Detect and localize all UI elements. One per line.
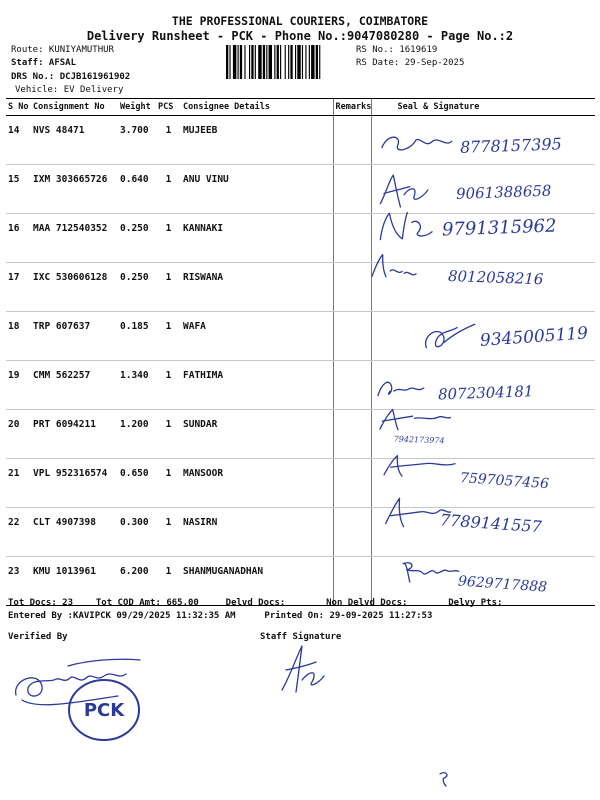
cell-consignment: IXM 303665726 xyxy=(31,165,118,214)
signature-phone-number: 8072304181 xyxy=(437,382,534,404)
barcode-bar xyxy=(238,45,239,79)
barcode-bar xyxy=(280,45,281,79)
barcode-bar xyxy=(226,45,228,79)
runsheet-subtitle: Delivery Runsheet - PCK - Phone No.:9047080280 - Page No.:2 xyxy=(86,29,514,43)
cell-pcs: 1 xyxy=(156,361,181,410)
cell-consignee: MANSOOR xyxy=(181,459,333,508)
handwritten-signature xyxy=(380,456,595,502)
signature-scribble xyxy=(379,212,432,240)
cell-weight: 1.340 xyxy=(118,361,156,410)
barcode-bar xyxy=(249,45,250,79)
cell-sno: 21 xyxy=(6,459,31,508)
totals-line xyxy=(8,598,502,608)
handwritten-signature xyxy=(380,124,590,170)
signature-scribble xyxy=(382,135,452,150)
handwritten-signature xyxy=(368,254,588,300)
cell-consignee: ANU VINU xyxy=(181,165,333,214)
cell-pcs: 1 xyxy=(156,116,181,165)
page-mark xyxy=(436,768,456,788)
signature-scribble xyxy=(380,409,451,431)
col-seal-signature: Seal & Signature xyxy=(371,99,595,116)
cell-consignment: TRP 607637 xyxy=(31,312,118,361)
handwritten-signature xyxy=(374,408,554,454)
barcode-bar xyxy=(302,45,303,79)
non-delvd-docs: Non Delvd Docs: xyxy=(326,598,408,608)
cell-weight: 0.250 xyxy=(118,214,156,263)
cell-remarks xyxy=(333,459,371,508)
vehicle-label: Vehicle: EV Delivery xyxy=(15,85,124,95)
cell-remarks xyxy=(333,214,371,263)
barcode-bar xyxy=(316,45,318,79)
printed-on: Printed On: 29-09-2025 11:27:53 xyxy=(264,611,433,621)
cell-remarks xyxy=(333,312,371,361)
signature-scribble xyxy=(384,455,455,480)
barcode-bar xyxy=(295,45,296,79)
barcode-image xyxy=(226,45,352,79)
cell-weight: 0.250 xyxy=(118,263,156,312)
signature-scribble xyxy=(378,381,424,396)
cell-sno: 15 xyxy=(6,165,31,214)
cell-pcs: 1 xyxy=(156,214,181,263)
cell-weight: 1.200 xyxy=(118,410,156,459)
cell-pcs: 1 xyxy=(156,312,181,361)
signature-phone-number: 8778157395 xyxy=(459,134,563,157)
tot-docs: Tot Docs: 23 xyxy=(8,598,74,608)
staff-label: Staff: AFSAL xyxy=(11,58,77,68)
cell-remarks xyxy=(333,361,371,410)
col-weight: Weight xyxy=(118,99,156,116)
cell-consignment: CLT 4907398 xyxy=(31,508,118,557)
delvy-pts: Delvy Pts: xyxy=(448,598,503,608)
cell-weight: 0.650 xyxy=(118,459,156,508)
cell-consignee: WAFA xyxy=(181,312,333,361)
entry-line xyxy=(8,611,432,621)
signature-phone-number: 7789141557 xyxy=(439,510,543,537)
cell-sno: 16 xyxy=(6,214,31,263)
tot-cod: Tot COD Amt: 665.00 xyxy=(95,598,199,608)
col-remarks: Remarks xyxy=(333,99,371,116)
cell-pcs: 1 xyxy=(156,410,181,459)
cell-consignment: NVS 48471 xyxy=(31,116,118,165)
col-consignee: Consignee Details xyxy=(181,99,333,116)
cell-weight: 3.700 xyxy=(118,116,156,165)
cell-sno: 14 xyxy=(6,116,31,165)
barcode-bar xyxy=(240,45,242,79)
cell-weight: 0.640 xyxy=(118,165,156,214)
barcode-bar xyxy=(309,45,310,79)
cell-remarks xyxy=(333,165,371,214)
cell-consignee: NASIRN xyxy=(181,508,333,557)
barcode-bar xyxy=(277,45,279,79)
barcode-bar xyxy=(297,45,300,79)
cell-sno: 18 xyxy=(6,312,31,361)
signature-phone-number: 9061388658 xyxy=(455,181,552,203)
barcode-bar xyxy=(285,45,286,79)
cell-pcs: 1 xyxy=(156,508,181,557)
signature-scribble xyxy=(402,562,459,585)
handwritten-signature xyxy=(420,316,595,362)
barcode-bar xyxy=(311,45,314,79)
rs-date: RS Date: 29-Sep-2025 xyxy=(356,58,465,68)
cell-weight: 6.200 xyxy=(118,557,156,606)
cell-sno: 19 xyxy=(6,361,31,410)
cell-pcs: 1 xyxy=(156,165,181,214)
cell-consignment: IXC 530606128 xyxy=(31,263,118,312)
signature-phone-number: 8012058216 xyxy=(447,266,544,289)
staff-signature-scribble xyxy=(272,640,332,696)
cell-consignee: FATHIMA xyxy=(181,361,333,410)
cell-consignee: KANNAKI xyxy=(181,214,333,263)
handwritten-signature xyxy=(380,500,580,546)
cell-pcs: 1 xyxy=(156,557,181,606)
cell-remarks xyxy=(333,116,371,165)
barcode-bar xyxy=(258,45,261,79)
signature-phone-number: 7942173974 xyxy=(393,434,445,446)
cell-pcs: 1 xyxy=(156,459,181,508)
cell-consignment: MAA 712540352 xyxy=(31,214,118,263)
cell-sno: 23 xyxy=(6,557,31,606)
barcode-bar xyxy=(244,45,245,79)
barcode-bar xyxy=(229,45,230,79)
verified-by-label: Verified By xyxy=(8,632,68,642)
cell-consignment: PRT 6094211 xyxy=(31,410,118,459)
cell-remarks xyxy=(333,410,371,459)
cell-consignment: VPL 952316574 xyxy=(31,459,118,508)
cell-weight: 0.300 xyxy=(118,508,156,557)
cell-sno: 17 xyxy=(6,263,31,312)
rs-number: RS No.: 1619619 xyxy=(356,45,438,55)
col-pcs: PCS xyxy=(156,99,181,116)
drs-number: DRS No.: DCJB161961902 xyxy=(11,72,131,82)
cell-sno: 20 xyxy=(6,410,31,459)
barcode-bar xyxy=(274,45,275,79)
signature-phone-number: 9345005119 xyxy=(479,323,589,351)
signature-scribble xyxy=(424,324,476,347)
entered-by: Entered By :KAVIPCK 09/29/2025 11:32:35 AM xyxy=(8,611,236,621)
signature-scribble xyxy=(379,174,428,208)
barcode-bar xyxy=(251,45,253,79)
signature-scribble xyxy=(372,254,417,278)
cell-consignee: SUNDAR xyxy=(181,410,333,459)
stamp-text: PCK xyxy=(83,700,125,721)
cell-weight: 0.185 xyxy=(118,312,156,361)
handwritten-signature xyxy=(376,206,591,252)
pck-stamp xyxy=(66,676,146,746)
barcode-bar xyxy=(266,45,267,79)
cell-consignee: RISWANA xyxy=(181,263,333,312)
cell-sno: 22 xyxy=(6,508,31,557)
barcode-bar xyxy=(319,45,320,79)
signature-phone-number: 9629717888 xyxy=(457,573,548,596)
delvd-docs: Delvd Docs: xyxy=(225,598,286,608)
cell-pcs: 1 xyxy=(156,263,181,312)
signature-phone-number: 7597057456 xyxy=(459,470,550,493)
signature-phone-number: 9791315962 xyxy=(441,215,557,241)
barcode-bar xyxy=(255,45,256,79)
barcode-bar xyxy=(233,45,236,79)
cell-consignee: SHANMUGANADHAN xyxy=(181,557,333,606)
barcode-bar xyxy=(288,45,289,79)
barcode-bar xyxy=(305,45,306,79)
staff-signature-label: Staff Signature xyxy=(260,632,342,642)
barcode-bar xyxy=(263,45,265,79)
col-consignment: Consignment No xyxy=(31,99,118,116)
cell-consignee: MUJEEB xyxy=(181,116,333,165)
col-sno: S No xyxy=(6,99,31,116)
company-title: THE PROFESSIONAL COURIERS, COIMBATORE xyxy=(171,14,429,28)
cell-consignment: KMU 1013961 xyxy=(31,557,118,606)
cell-remarks xyxy=(333,508,371,557)
cell-consignment: CMM 562257 xyxy=(31,361,118,410)
barcode-bar xyxy=(269,45,272,79)
barcode-bar xyxy=(290,45,292,79)
table-header-row xyxy=(6,99,595,116)
cell-remarks xyxy=(333,263,371,312)
route-label: Route: KUNIYAMUTHUR xyxy=(11,45,114,55)
